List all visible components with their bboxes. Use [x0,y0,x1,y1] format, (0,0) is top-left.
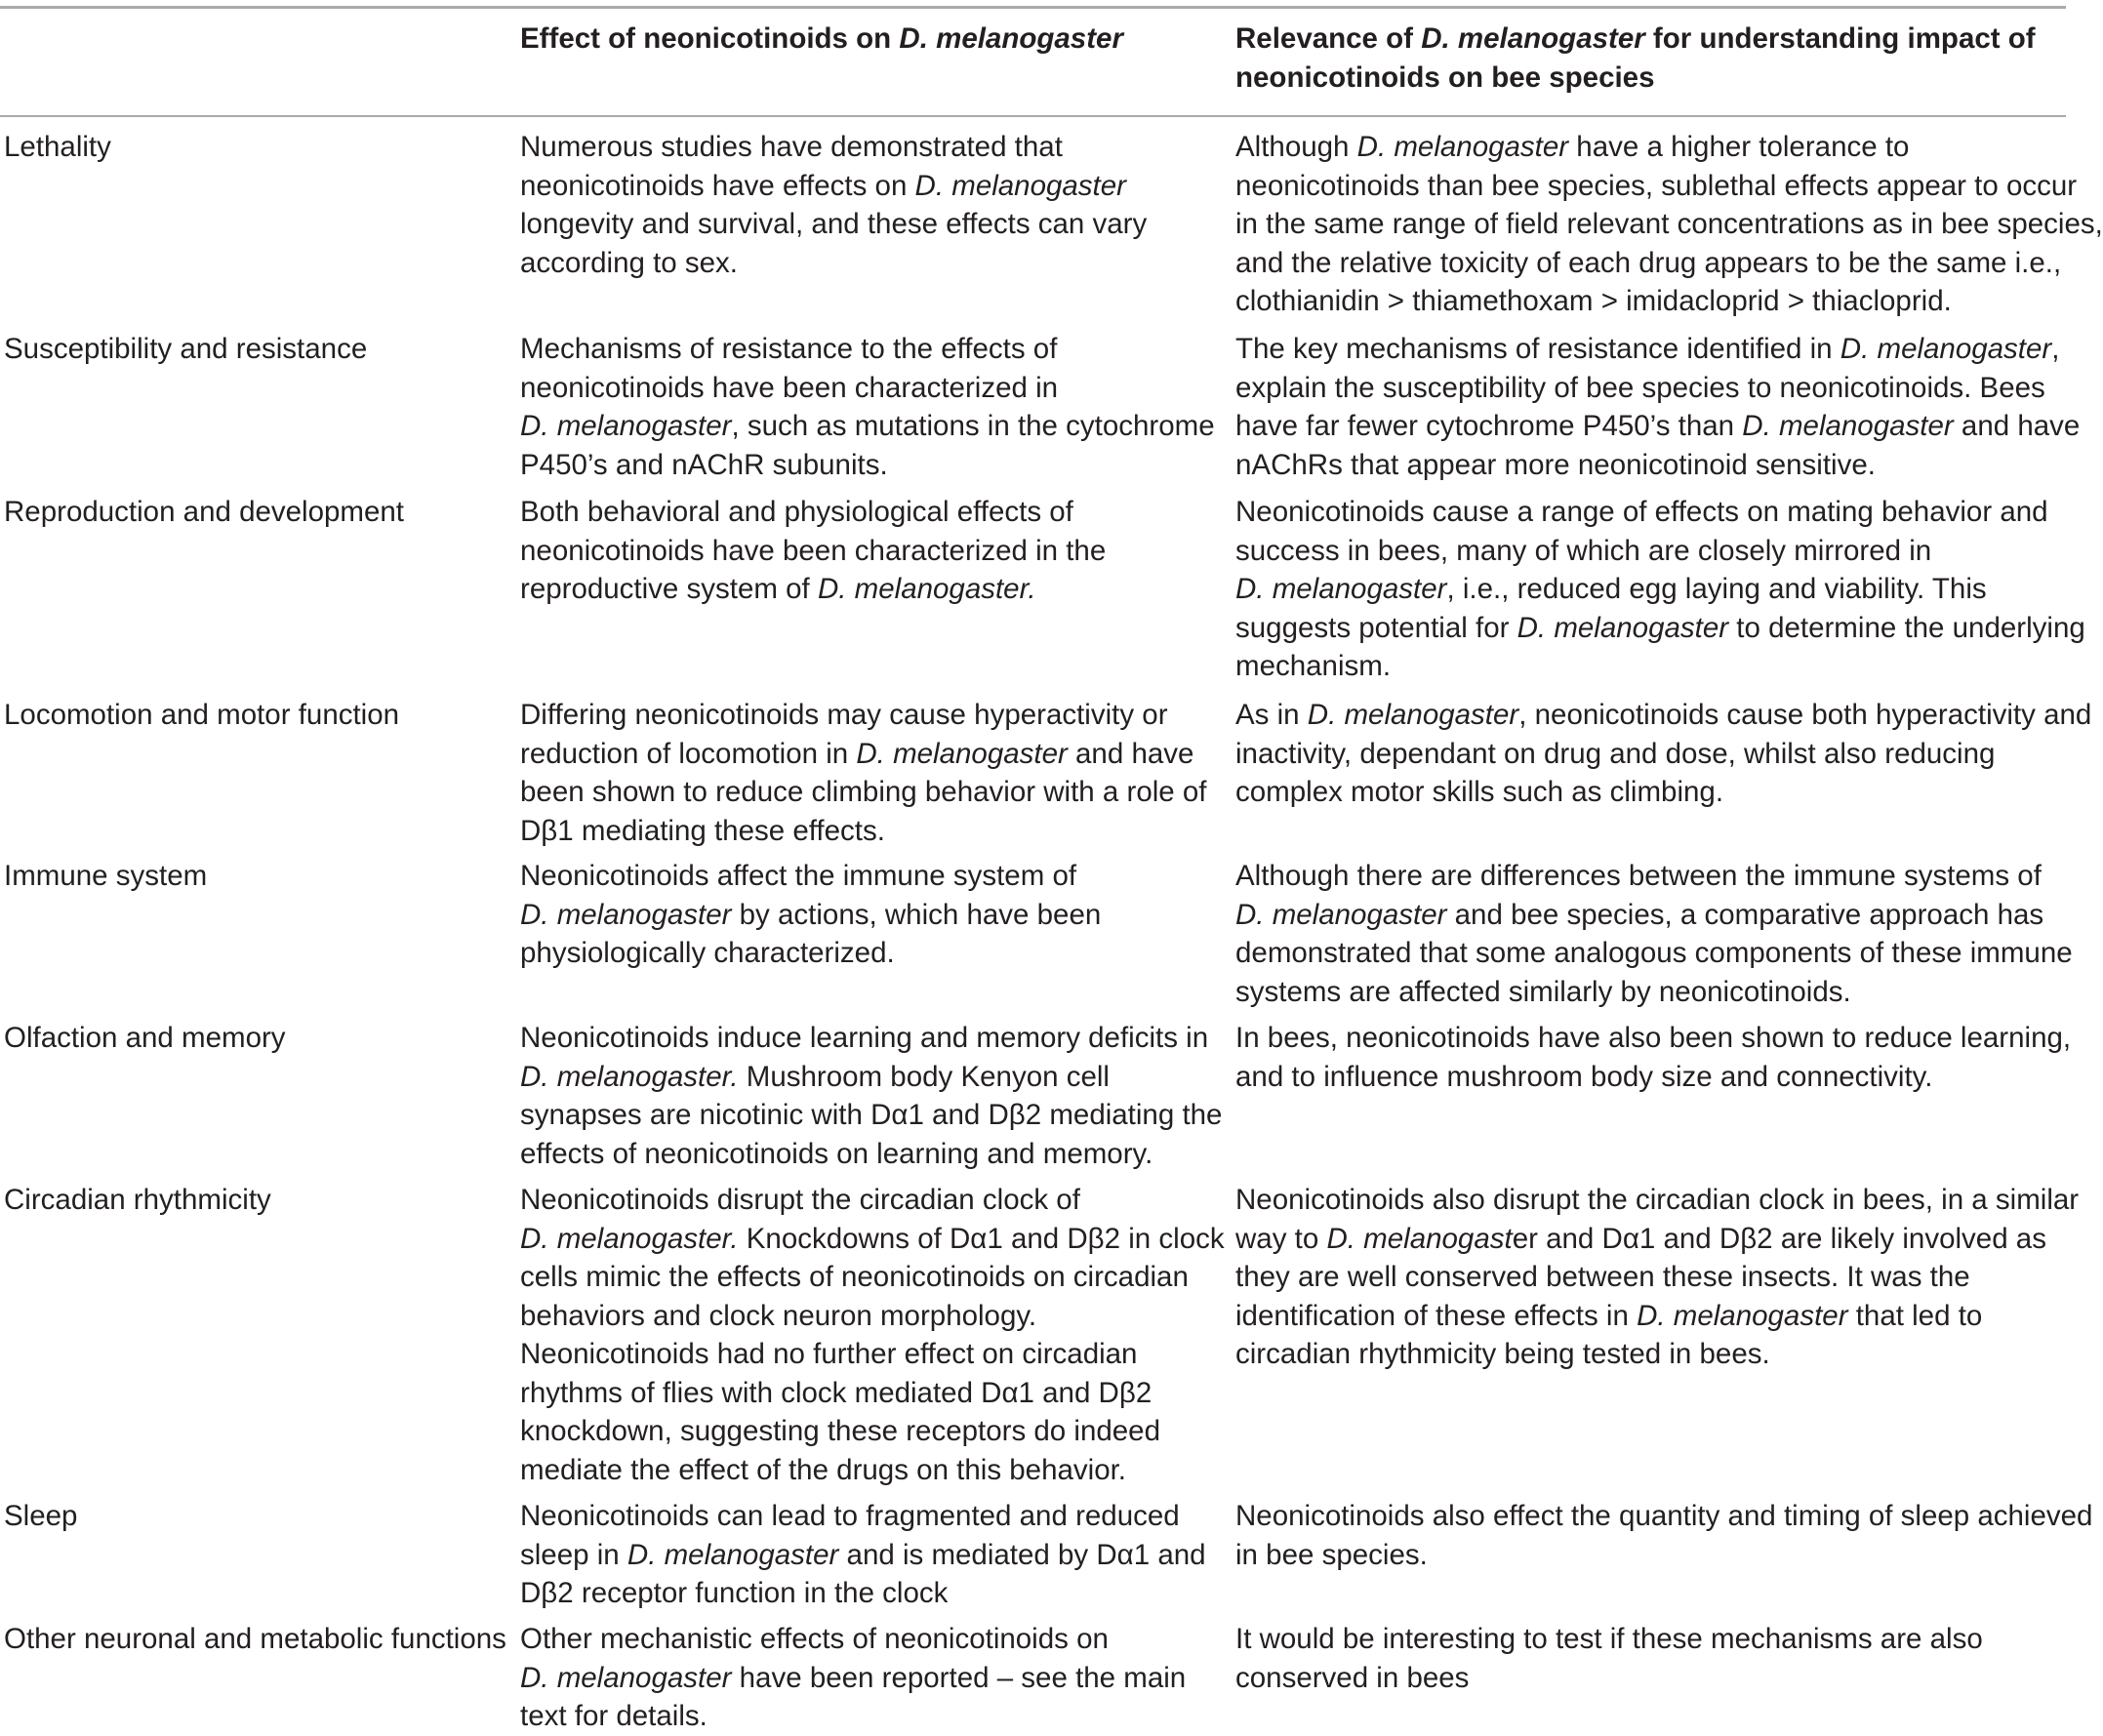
text-run: Although there are differences between the immune systems of [1235,860,2042,892]
relevance-cell [1235,1019,2071,1096]
text-line [1235,282,2103,321]
italic-species-name: D. melanogast [1326,1222,1513,1255]
text-run: neonicotinoids have effects on [520,169,915,202]
italic-species-name: D. melanogaster. [817,573,1036,605]
row-category: Other neuronal and metabolic functions [4,1623,506,1655]
text-line [1235,1058,2071,1097]
text-run: Dβ2 receptor function in the clock [520,1577,949,1609]
text-line [520,1497,1206,1536]
text-run: and have [1067,737,1194,770]
text-line [1235,205,2103,244]
text-line [520,1297,1225,1336]
text-run: success in bees, many of which are closely mirrored in [1235,534,1932,567]
text-line [520,446,1215,485]
text-line [520,1058,1222,1097]
italic-species-name: D. melanogaster. [520,1060,739,1093]
text-run: Differing neonicotinoids may cause hyperactivity or [520,699,1168,731]
text-line [1235,1297,2079,1336]
text-line [1235,934,2073,973]
text-line [1235,1181,2079,1220]
text-run: by actions, which have been [731,898,1102,931]
text-line [520,1335,1225,1374]
text-line [1235,647,2085,686]
relevance-cell [1235,696,2091,812]
text-run: As in [1235,699,1308,731]
effect-cell [520,1019,1222,1173]
text-line [1235,570,2085,609]
text-run: behaviors and clock neuron morphology. [520,1299,1037,1332]
text-run: demonstrated that some analogous components of these immune [1235,937,2073,969]
text-run: in the same range of field relevant concentrations as in bee species, [1235,208,2103,240]
text-line [520,369,1215,408]
text-run: reproductive system of [520,573,818,605]
text-line [520,735,1207,774]
text-line [520,934,1101,973]
text-run: text for details. [520,1700,708,1732]
text-run: to determine the underlying [1728,611,2085,644]
relevance-cell [1235,493,2085,686]
effect-cell [520,857,1101,973]
header-relevance-line-1: Relevance of D. melanogaster for understanding impact of [1235,22,2036,55]
text-run: Neonicotinoids disrupt the circadian clock of [520,1184,1080,1216]
text-line [520,1451,1225,1490]
text-line [1235,407,2080,446]
text-run: and have [1953,410,2081,442]
italic-species-name: D. melanogaster [520,1661,732,1694]
text-line [1235,1536,2092,1575]
text-run: inactivity, dependant on drug and dose, whilst also reducing [1235,737,1996,770]
text-run: neonicotinoids than bee species, sublethal effects appear to occur [1235,169,2078,202]
text-line [520,1135,1222,1174]
row-category: Susceptibility and resistance [4,333,368,365]
effect-cell [520,696,1207,850]
text-line [1235,532,2085,571]
italic-species-name: D. melanogaster [520,410,732,442]
row-category: Lethality [4,131,111,163]
text-run: Neonicotinoids can lead to fragmented and reduced [520,1500,1180,1532]
text-run: Knockdowns of Dα1 and Dβ2 in clock [738,1222,1225,1255]
text-line [1235,773,2091,812]
text-run: and to influence mushroom body size and connectivity. [1235,1060,1933,1093]
relevance-cell [1235,1181,2079,1374]
text-run: rhythms of flies with clock mediated Dα1 and Dβ2 [520,1376,1153,1409]
text-line [520,407,1215,446]
text-line [520,1096,1222,1135]
text-run: Other mechanistic effects of neonicotinoids on [520,1623,1109,1655]
text-run: Mushroom body Kenyon cell [738,1060,1110,1093]
text-run: er and Dα1 and Dβ2 are likely involved as [1512,1222,2046,1255]
text-run: Neonicotinoids cause a range of effects on mating behavior and [1235,496,2048,528]
text-line [1235,1497,2092,1536]
row-category: Circadian rhythmicity [4,1184,271,1216]
text-run: way to [1235,1222,1327,1255]
text-run: The key mechanisms of resistance identified in [1235,333,1840,365]
text-run: mediate the effect of the drugs on this behavior. [520,1453,1126,1486]
row-category: Olfaction and memory [4,1022,286,1054]
text-run: neonicotinoids have been characterized in [520,371,1059,404]
text-line [1235,896,2073,935]
text-line [1235,1620,1983,1659]
text-line [520,1412,1225,1451]
text-run: cells mimic the effects of neonicotinoids on circadian [520,1261,1189,1293]
text-run: Dβ1 mediating these effects. [520,814,885,847]
text-line [520,773,1207,812]
row-category: Sleep [4,1500,78,1532]
text-line [520,1181,1225,1220]
text-line [1235,369,2080,408]
text-run: Both behavioral and physiological effects of [520,496,1073,528]
text-line [520,1220,1225,1259]
text-run: and is mediated by Dα1 and [838,1538,1206,1571]
text-line [1235,167,2103,206]
text-run: Numerous studies have demonstrated that [520,131,1063,163]
text-line [1235,735,2091,774]
text-line [520,244,1147,283]
text-run: according to sex. [520,246,739,279]
text-line [1235,1258,2079,1297]
text-line [520,812,1207,851]
text-line [520,1536,1206,1575]
text-line [1235,493,2085,532]
text-line [520,1374,1225,1413]
effect-cell [520,1497,1206,1613]
text-run: physiologically characterized. [520,937,895,969]
effect-cell [520,1181,1225,1489]
text-run: , such as mutations in the cytochrome [731,410,1215,442]
italic-species-name: D. melanogaster [520,898,732,931]
relevance-cell [1235,857,2073,1011]
text-run: longevity and survival, and these effects can vary [520,208,1148,240]
relevance-cell [1235,1497,2092,1574]
text-run: Although [1235,131,1357,163]
text-run: that led to [1847,1299,1983,1332]
text-line [1235,609,2085,648]
text-run: explain the susceptibility of bee species to neonicotinoids. Bees [1235,371,2045,404]
text-run: P450’s and nAChR subunits. [520,448,888,481]
italic-species-name: D. melanogaster [1235,573,1447,605]
text-run: have far fewer cytochrome P450’s than [1235,410,1743,442]
text-run: in bee species. [1235,1538,1428,1571]
text-line [520,1258,1225,1297]
relevance-cell [1235,330,2080,484]
header-relevance-line-2: neonicotinoids on bee species [1235,61,1655,94]
text-run: circadian rhythmicity being tested in bees. [1235,1338,1770,1370]
text-run: , i.e., reduced egg laying and viability. This [1446,573,1987,605]
text-line [1235,1019,2071,1058]
text-line [520,128,1147,167]
text-run: systems are affected similarly by neonicotinoids. [1235,975,1851,1008]
italic-species-name: D. melanogaster [914,169,1126,202]
row-category: Locomotion and motor function [4,699,400,731]
text-run: It would be interesting to test if these mechanisms are also [1235,1623,1983,1655]
text-run: clothianidin > thiamethoxam > imidacloprid > thiacloprid. [1235,285,1952,317]
text-run: Mechanisms of resistance to the effects of [520,333,1058,365]
text-line [1235,128,2103,167]
effect-cell [520,1620,1186,1736]
text-run: they are well conserved between these insects. It was the [1235,1261,1970,1293]
text-run: conserved in bees [1235,1661,1470,1694]
row-category: Reproduction and development [4,496,405,528]
text-run: Neonicotinoids had no further effect on circadian [520,1338,1138,1370]
italic-species-name: D. melanogaster [1517,611,1729,644]
text-run: complex motor skills such as climbing. [1235,776,1724,808]
effect-cell [520,493,1106,609]
text-line [1235,244,2103,283]
italic-species-name: D. melanogaster [1742,410,1954,442]
text-run: nAChRs that appear more neonicotinoid sensitive. [1235,448,1876,481]
header-effect: Effect of neonicotinoids on D. melanogaster [520,22,1123,55]
text-line [520,857,1101,896]
text-line [1235,857,2073,896]
italic-species-name: D. melanogaster [856,737,1068,770]
text-line [1235,1659,1983,1698]
text-line [520,532,1106,571]
text-line [1235,330,2080,369]
text-line [520,493,1106,532]
text-line [1235,973,2073,1012]
text-run: have a higher tolerance to [1568,131,1910,163]
text-run: and the relative toxicity of each drug appears to be the same i.e., [1235,246,2062,279]
text-line [520,330,1215,369]
text-run: , neonicotinoids cause both hyperactivity and [1518,699,2092,731]
text-run: suggests potential for [1235,611,1517,644]
text-run: neonicotinoids have been characterized in the [520,534,1107,567]
header-rule [0,115,2066,117]
text-line [520,1697,1186,1736]
text-line [1235,446,2080,485]
italic-species-name: D. melanogaster [627,1538,839,1571]
italic-species-name: D. melanogaster [1307,699,1519,731]
text-run: Neonicotinoids also effect the quantity and timing of sleep achieved [1235,1500,2093,1532]
effect-cell [520,128,1147,282]
italic-species-name: D. melanogaster [1840,333,2052,365]
text-line [520,570,1106,609]
text-line [520,1659,1186,1698]
text-line [520,167,1147,206]
text-run: Neonicotinoids affect the immune system of [520,860,1077,892]
text-run: sleep in [520,1538,627,1571]
text-run: identification of these effects in [1235,1299,1638,1332]
text-line [520,1574,1206,1613]
text-line [520,696,1207,735]
text-line [520,205,1147,244]
text-line [1235,1335,2079,1374]
text-run: and bee species, a comparative approach has [1446,898,2044,931]
text-run: Neonicotinoids also disrupt the circadian clock in bees, in a similar [1235,1184,2080,1216]
italic-species-name: D. melanogaster. [520,1222,739,1255]
row-category: Immune system [4,860,208,892]
text-run: reduction of locomotion in [520,737,857,770]
relevance-cell [1235,128,2103,321]
italic-species-name: D. melanogaster [1356,131,1569,163]
top-rule [0,6,2066,9]
effect-cell [520,330,1215,484]
text-line [520,896,1101,935]
text-run: In bees, neonicotinoids have also been shown to reduce learning, [1235,1022,2072,1054]
text-run: knockdown, suggesting these receptors do indeed [520,1415,1160,1447]
text-run: , [2051,333,2060,365]
text-run: synapses are nicotinic with Dα1 and Dβ2 mediating the [520,1099,1223,1131]
text-run: Neonicotinoids induce learning and memory deficits in [520,1022,1209,1054]
italic-species-name: D. melanogaster [1637,1299,1848,1332]
italic-species-name: D. melanogaster [1235,898,1447,931]
text-run: have been reported – see the main [731,1661,1187,1694]
header-relevance [1235,20,2036,98]
text-line [1235,1220,2079,1259]
text-run: effects of neonicotinoids on learning and memory. [520,1137,1153,1170]
text-line [520,1019,1222,1058]
text-run: mechanism. [1235,650,1392,682]
text-line [1235,696,2091,735]
text-line [520,1620,1186,1659]
text-run: been shown to reduce climbing behavior with a role of [520,776,1207,808]
relevance-cell [1235,1620,1983,1697]
